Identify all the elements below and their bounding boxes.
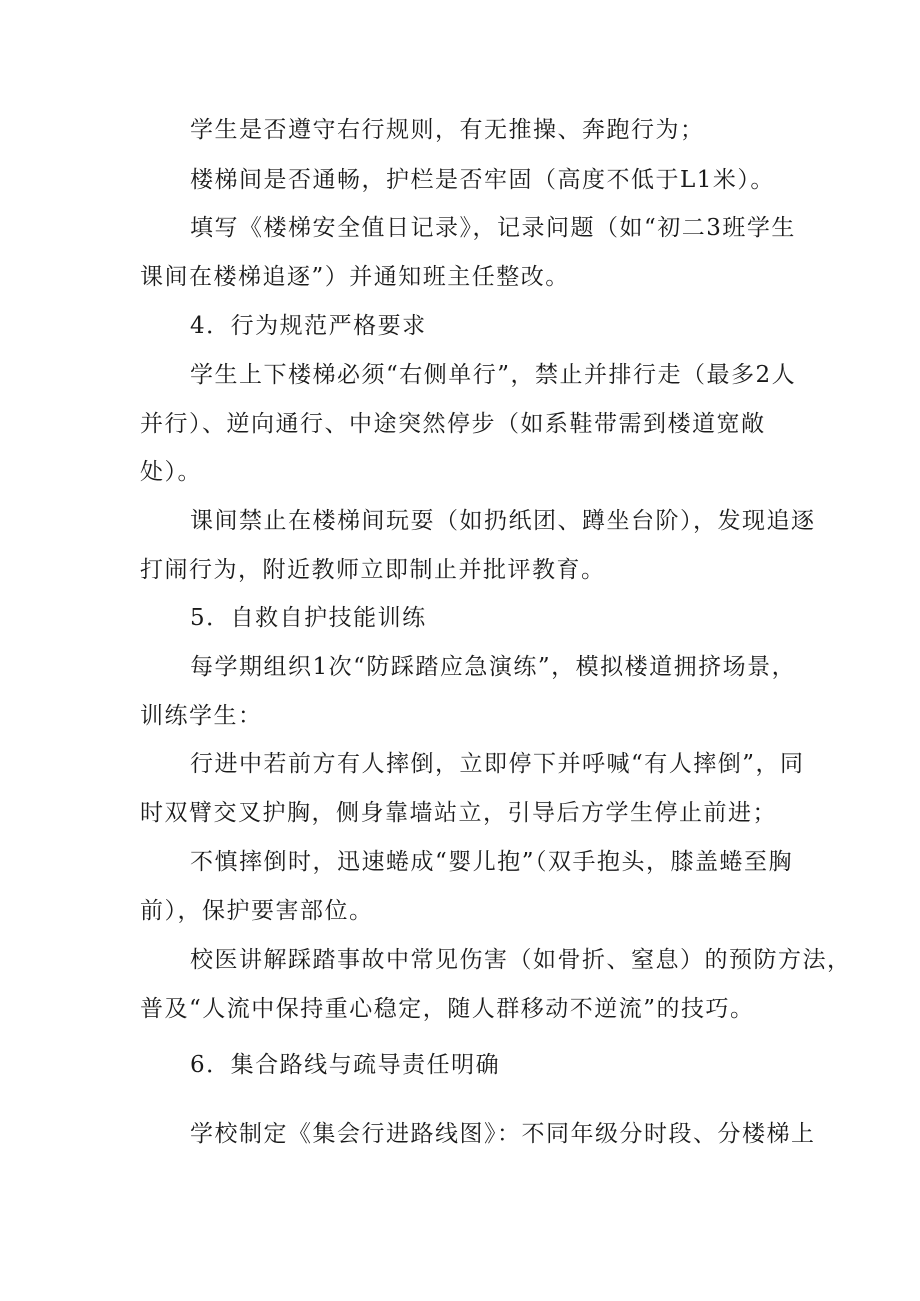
section-heading-6: 6．集合路线与疏导责任明确 — [190, 1052, 501, 1078]
paragraph-line: 学校制定《集会行进路线图》：不同年级分时段、分楼梯上 — [190, 1121, 816, 1147]
paragraph-line: 课间禁止在楼梯间玩耍（如扔纸团、蹲坐台阶），发现追逐 — [190, 508, 816, 534]
paragraph-line: 填写《楼梯安全值日记录》，记录问题（如“初二3班学生 — [190, 215, 796, 241]
paragraph-line: 不慎摔倒时，迅速蜷成“婴儿抱”（双手抱头，膝盖蜷至胸 — [190, 849, 794, 875]
paragraph-line: 校医讲解踩踏事故中常见伤害（如骨折、窒息）的预防方法， — [190, 947, 852, 973]
section-heading-4: 4．行为规范严格要求 — [190, 313, 427, 339]
section-heading-5: 5．自救自护技能训练 — [190, 605, 427, 631]
paragraph-line: 打闹行为，附近教师立即制止并批评教育。 — [140, 557, 606, 583]
paragraph-line: 行进中若前方有人摔倒，立即停下并呼喊“有人摔倒”，同 — [190, 751, 805, 777]
paragraph-line: 并行）、逆向通行、中途突然停步（如系鞋带需到楼道宽敞 — [140, 411, 766, 437]
paragraph-line: 前），保护要害部位。 — [140, 898, 374, 924]
paragraph-line: 学生上下楼梯必须“右侧单行”，禁止并排行走（最多2人 — [190, 362, 797, 388]
paragraph-line: 处）。 — [140, 459, 202, 485]
paragraph-line: 楼梯间是否通畅，护栏是否牢固（高度不低于L1米）。 — [190, 167, 775, 193]
paragraph-line: 课间在楼梯追逐”）并通知班主任整改。 — [140, 264, 570, 290]
paragraph-line: 普及“人流中保持重心稳定，随人群移动不逆流”的技巧。 — [140, 996, 755, 1022]
paragraph-line: 每学期组织1次“防踩踏应急演练”，模拟楼道拥挤场景， — [190, 654, 797, 680]
paragraph-line: 训练学生： — [140, 703, 263, 729]
paragraph-line: 时双臂交叉护胸，侧身靠墙站立，引导后方学生停止前进； — [140, 800, 777, 826]
paragraph-line: 学生是否遵守右行规则，有无推操、奔跑行为； — [190, 117, 705, 143]
